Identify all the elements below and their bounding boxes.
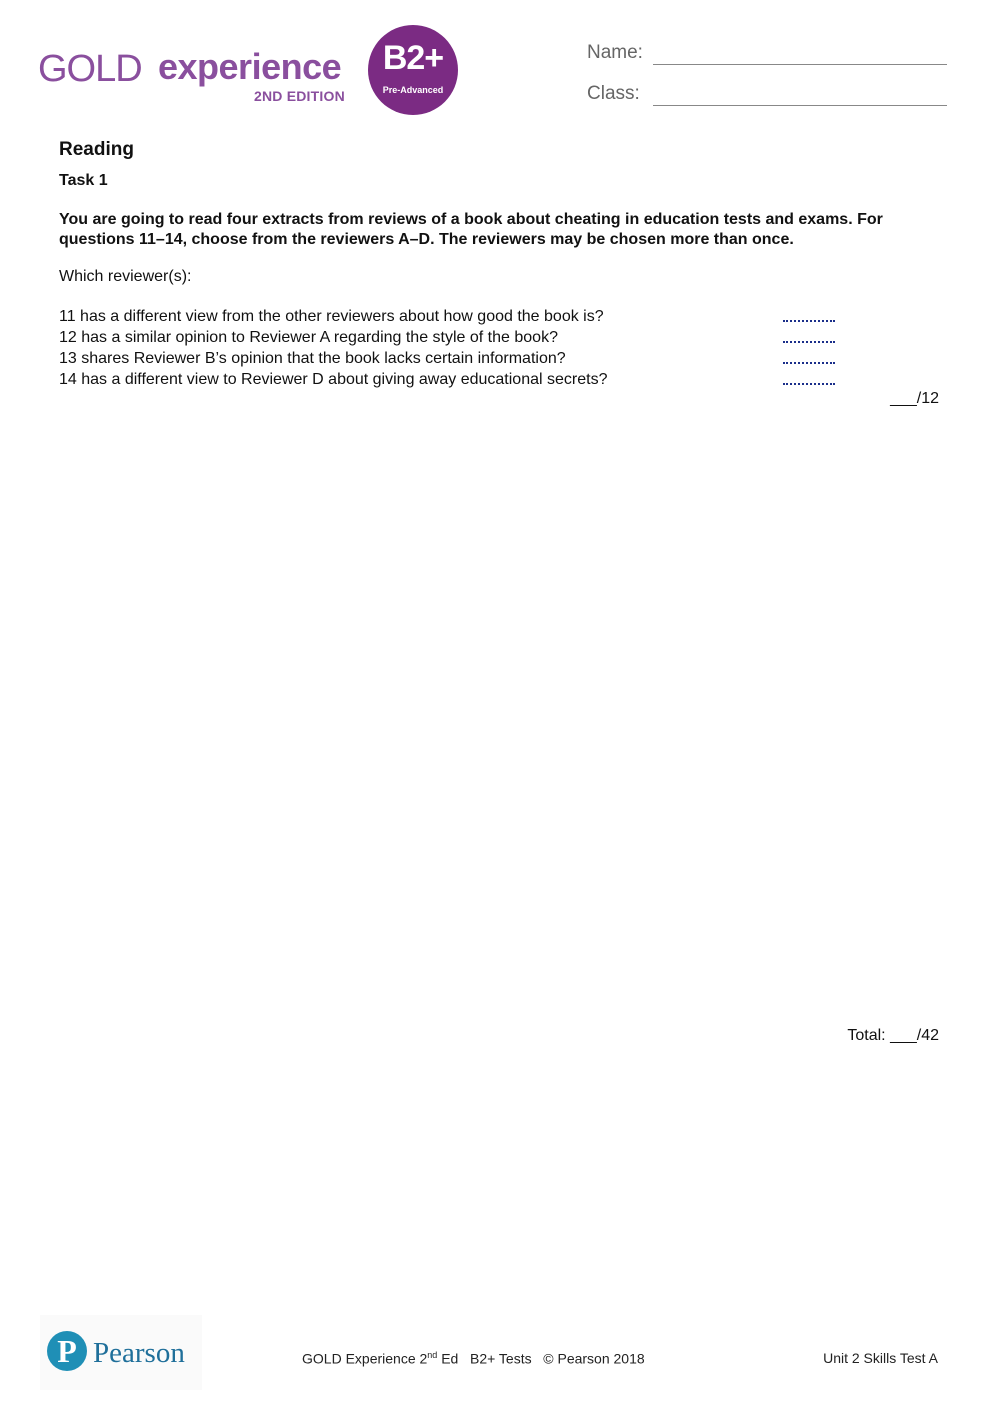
pearson-wordmark: Pearson [93,1337,185,1369]
question-prompt: Which reviewer(s): [59,268,192,285]
footer-unit: Unit 2 Skills Test A [823,1350,938,1366]
name-field[interactable] [587,42,947,72]
task-title: Task 1 [59,172,108,189]
total-score: Total: ___/42 [847,1027,939,1044]
footer-title [302,1350,645,1367]
name-label: Name: [587,42,643,63]
answer-blank[interactable] [783,341,835,343]
gold-experience-logo [38,24,468,119]
footer-title-part1: GOLD Experience 2 [302,1350,428,1367]
task-instructions: You are going to read four extracts from reviews of a book about cheating in education tests and exams. For questions 11–14, choose from the reviewers A–D. The reviewers may be chosen more than once. [59,211,883,248]
class-field[interactable] [587,83,947,113]
name-line[interactable] [653,64,947,65]
logo-experience-text: experience [158,46,342,87]
task-score: ___/12 [890,390,939,407]
question-list [59,306,859,390]
question-item [59,348,859,369]
section-heading: Reading [59,139,134,160]
question-item [59,369,859,390]
question-text: 14 has a different view to Reviewer D about giving away educational secrets? [59,371,608,388]
footer-title-sup: nd [427,1350,438,1360]
logo-edition-text: 2ND EDITION [254,88,345,104]
answer-blank[interactable] [783,320,835,322]
question-item [59,306,859,327]
level-badge-sublabel: Pre-Advanced [382,85,444,95]
logo-gold-text: GOLD [38,48,142,90]
pearson-p-icon: P [47,1331,87,1371]
answer-blank[interactable] [783,383,835,385]
class-label: Class: [587,83,640,104]
footer-title-part2: Ed B2+ Tests © Pearson 2018 [437,1350,645,1367]
question-text: 12 has a similar opinion to Reviewer A regarding the style of the book? [59,329,558,346]
pearson-logo [40,1315,202,1390]
answer-blank[interactable] [783,362,835,364]
question-text: 13 shares Reviewer B’s opinion that the book lacks certain information? [59,350,566,367]
level-badge [368,25,458,115]
question-item [59,327,859,348]
level-badge-label: B2+ [382,39,444,77]
class-line[interactable] [653,105,947,106]
question-text: 11 has a different view from the other reviewers about how good the book is? [59,308,604,325]
